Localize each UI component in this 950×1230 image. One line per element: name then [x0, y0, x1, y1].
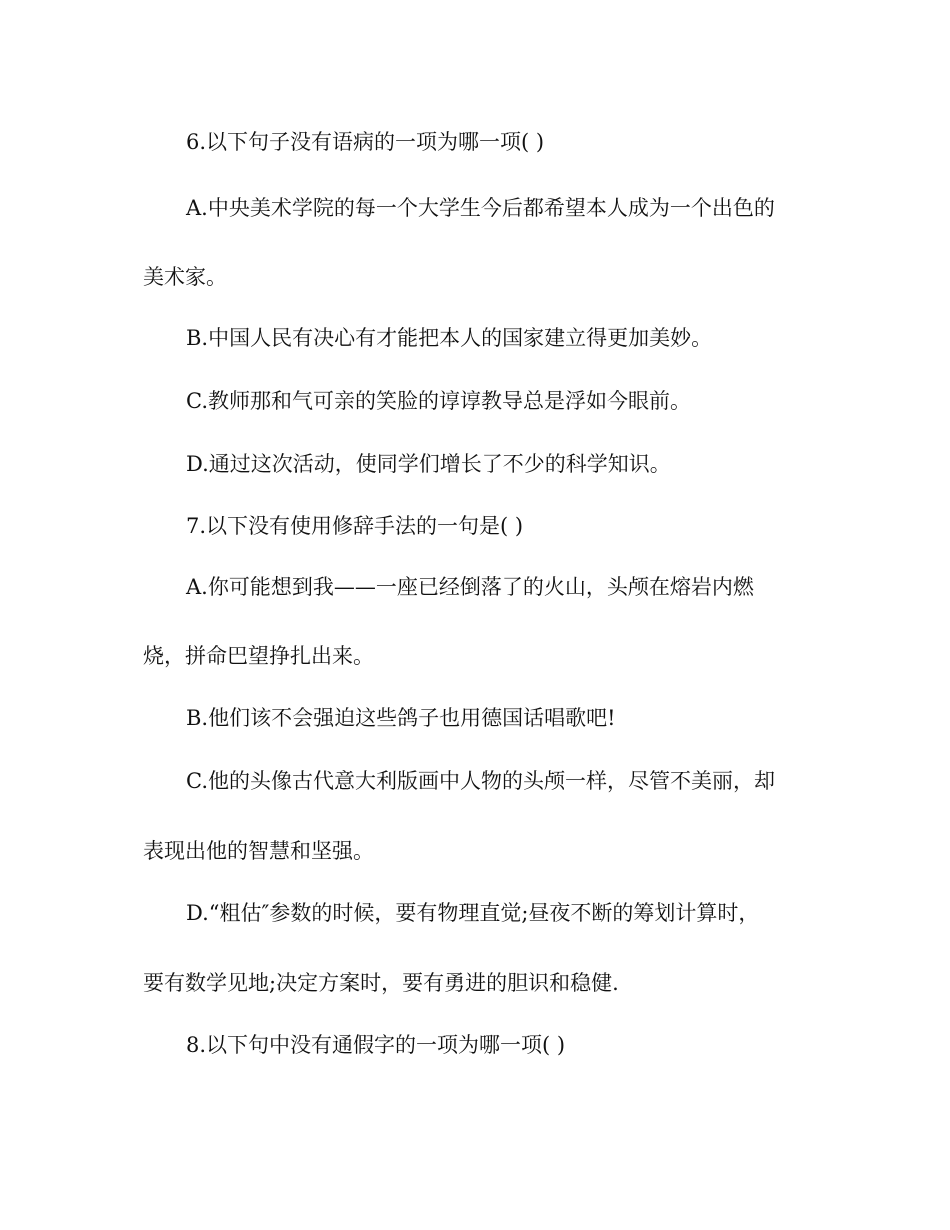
question-6-stem: 6.以下句子没有语病的一项为哪一项( ) — [186, 130, 545, 154]
question-7-option-c-continued: 表现出他的智慧和坚强。 — [143, 839, 374, 863]
question-6-option-b: B.中国人民有决心有才能把本人的国家建立得更加美妙。 — [186, 326, 713, 350]
question-8-stem: 8.以下句中没有通假字的一项为哪一项( ) — [186, 1033, 566, 1057]
question-7-option-b: B.他们该不会强迫这些鸽子也用德国话唱歌吧! — [186, 706, 616, 730]
question-6-option-a: A.中央美术学院的每一个大学生今后都希望本人成为一个出色的 — [186, 196, 775, 220]
question-6-option-a-continued: 美术家。 — [143, 265, 227, 289]
question-7-option-a-continued: 烧，拼命巴望挣扎出来。 — [143, 644, 374, 668]
question-7-stem: 7.以下没有使用修辞手法的一句是( ) — [186, 514, 524, 538]
question-6-option-d: D.通过这次活动，使同学们增长了不少的科学知识。 — [186, 452, 671, 476]
question-7-option-d-continued: 要有数学见地;决定方案时，要有勇进的胆识和稳健. — [143, 971, 619, 995]
question-7-option-d: D.“粗估″参数的时候，要有物理直觉;昼夜不断的筹划计算时， — [186, 901, 760, 925]
question-7-option-c: C.他的头像古代意大利版画中人物的头颅一样，尽管不美丽，却 — [186, 769, 775, 793]
question-7-option-a: A.你可能想到我——一座已经倒落了的火山，头颅在熔岩内燃 — [186, 575, 754, 599]
question-6-option-c: C.教师那和气可亲的笑脸的谆谆教导总是浮如今眼前。 — [186, 389, 691, 413]
